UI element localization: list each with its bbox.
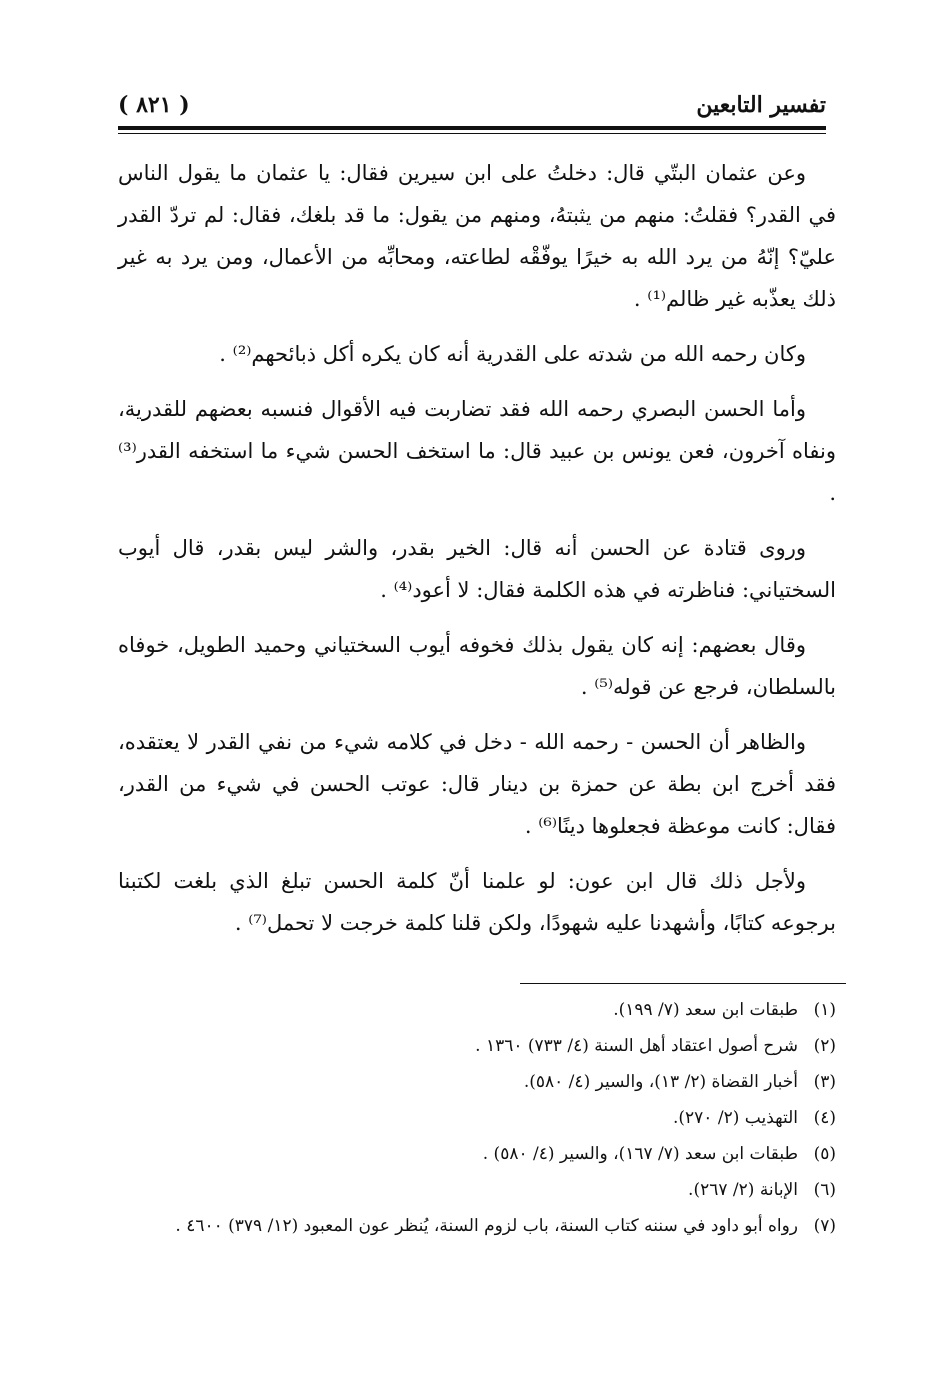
footnote-text: التهذيب (٢/ ٢٧٠). [673,1108,798,1128]
footnotes [118,992,836,1244]
footnote [118,1172,836,1208]
footnote [118,1064,836,1100]
footnote [118,992,836,1028]
footnote [118,1208,836,1244]
footnote-number: (٣) [813,1072,836,1092]
footnote-number: (٥) [813,1144,836,1164]
paragraph: وعن عثمان البتّي قال: دخلتُ على ابن سيرين فقال: يا عثمان ما يقول الناس في القدر؟ فقلتُ: منهم من يثبتهُ، ومنهم من يقول: ما قد بلغك، فقال: لم تردّ القدر عليّ؟ إنّهُ من يرد الله به خيرًا يوفّقْه لطاعته، ومحابِّه من الأعمال، ومن يرد به غير ذلك يعذّبه غير ظالم⁽¹⁾ . [118,161,836,311]
page-header [118,92,826,124]
page-number: ( ٨٢١ ) [118,92,190,118]
footnote-text: طبقات ابن سعد (٧/ ١٩٩). [613,1000,798,1020]
running-title: تفسير التابعين [696,92,826,118]
footnote [118,1100,836,1136]
footnote-separator [520,983,846,984]
header-rule [118,126,826,130]
footnote-number: (٦) [813,1180,836,1200]
paragraph: والظاهر أن الحسن - رحمه الله - دخل في كلامه شيء من نفي القدر لا يعتقده، فقد أخرج ابن بطة عن حمزة بن دينار قال: عوتب الحسن في شيء من القدر، فقال: كانت موعظة فجعلوها دينًا⁽⁶⁾ . [118,730,836,838]
footnote-number: (٧) [813,1216,836,1236]
paragraph: وكان رحمه الله من شدته على القدرية أنه كان يكره أكل ذبائحهم⁽²⁾ . [219,342,806,366]
footnote-text: شرح أصول اعتقاد أهل السنة (٤/ ٧٣٣) ١٣٦٠ . [475,1036,798,1056]
footnote [118,1028,836,1064]
footnote [118,1136,836,1172]
main-text [118,152,836,957]
paragraph: وأما الحسن البصري رحمه الله فقد تضاربت فيه الأقوال فنسبه بعضهم للقدرية، ونفاه آخرون، فعن يونس بن عبيد قال: ما استخف الحسن شيء ما استخفه القدر⁽³⁾ . [118,397,836,505]
footnote-text: الإبانة (٢/ ٢٦٧). [688,1180,798,1200]
footnote-number: (٤) [813,1108,836,1128]
footnote-text: أخبار القضاة (٢/ ١٣)، والسير (٤/ ٥٨٠). [523,1072,798,1092]
footnote-text: طبقات ابن سعد (٧/ ١٦٧)، والسير (٤/ ٥٨٠) . [482,1144,798,1164]
footnote-text: رواه أبو داود في سننه كتاب السنة، باب لزوم السنة، يُنظر عون المعبود (١٢/ ٣٧٩) ٤٦٠٠ . [175,1216,798,1236]
header-rule-thin [118,133,826,134]
paragraph: وقال بعضهم: إنه كان يقول بذلك فخوفه أيوب السختياني وحميد الطويل، خوفاه بالسلطان، فرجع عن قوله⁽⁵⁾ . [118,633,836,699]
footnote-number: (٢) [813,1036,836,1056]
footnote-number: (١) [813,1000,836,1020]
paragraph: وروى قتادة عن الحسن أنه قال: الخير بقدر، والشر ليس بقدر، قال أيوب السختياني: فناظرته في هذه الكلمة فقال: لا أعود⁽⁴⁾ . [118,536,836,602]
paragraph: ولأجل ذلك قال ابن عون: لو علمنا أنّ كلمة الحسن تبلغ الذي بلغت لكتبنا برجوعه كتابًا، وأشهدنا عليه شهودًا، ولكن قلنا كلمة خرجت لا تحمل⁽⁷⁾ . [118,869,836,935]
